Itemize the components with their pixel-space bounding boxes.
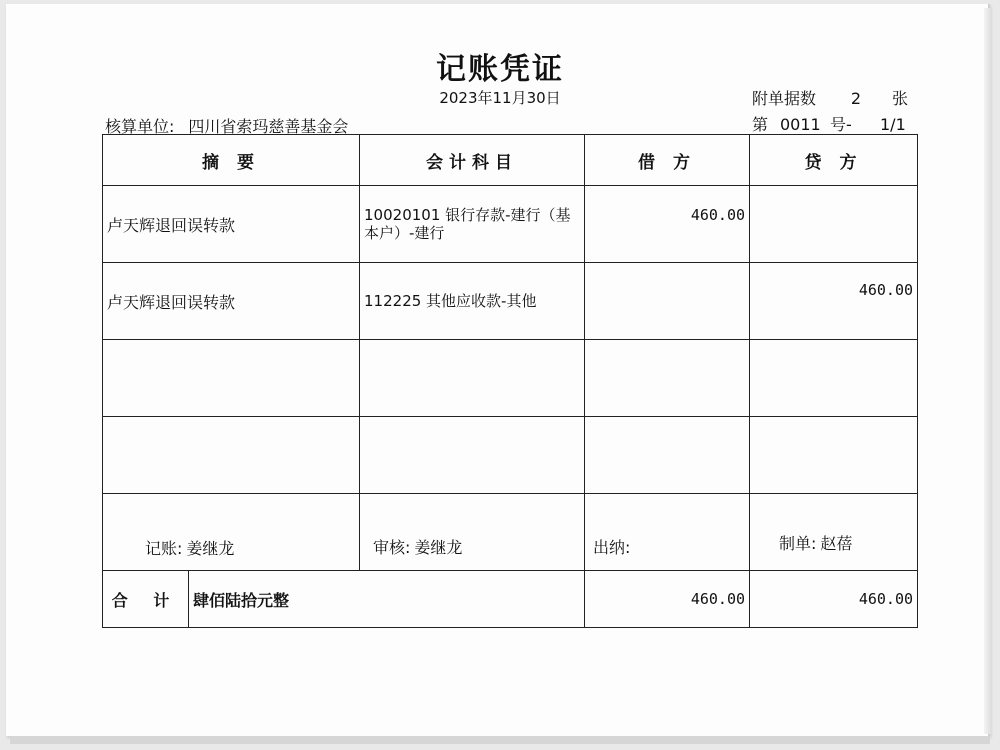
- row-debit: 460.00: [585, 186, 750, 263]
- row-credit: [750, 340, 918, 417]
- footer-preparer: [779, 531, 852, 554]
- paper-edge-right: [984, 8, 992, 734]
- cashier-label: 出纳:: [593, 538, 631, 557]
- voucher-number: [752, 112, 906, 135]
- row-account: [360, 417, 585, 494]
- row-credit: [750, 417, 918, 494]
- preparer-label: 制单:: [779, 534, 817, 553]
- total-amount-words: 肆佰陆拾元整: [189, 571, 585, 628]
- voucher-number-suffix: 号-: [830, 115, 852, 134]
- table-row: [103, 263, 918, 340]
- voucher-date: 2023年11月30日: [439, 89, 561, 107]
- row-summary: 卢天辉退回误转款: [103, 186, 360, 263]
- table-header-row: [103, 135, 918, 186]
- voucher-page: 1/1: [880, 115, 906, 134]
- paper-edge-bottom: [10, 736, 990, 744]
- footer-reviewer: [373, 535, 462, 558]
- header-summary: 摘 要: [103, 135, 360, 186]
- voucher-number-value: 0011: [780, 115, 821, 134]
- row-debit: [585, 417, 750, 494]
- header-account: 会计科目: [360, 135, 585, 186]
- voucher-number-label: 第: [752, 115, 769, 134]
- total-debit: 460.00: [585, 571, 750, 628]
- attachment-info: [752, 86, 908, 109]
- row-account: [360, 340, 585, 417]
- reviewer-name: 姜继龙: [414, 538, 463, 557]
- table-row: [103, 186, 918, 263]
- attachment-count: 2: [850, 89, 862, 108]
- header-debit: 借 方: [585, 135, 750, 186]
- row-debit: [585, 340, 750, 417]
- row-credit: [750, 186, 918, 263]
- row-account: 10020101 银行存款-建行（基本户）-建行: [360, 186, 585, 263]
- table-row: [103, 417, 918, 494]
- row-credit: 460.00: [750, 263, 918, 340]
- table-row: [103, 340, 918, 417]
- total-row: [103, 571, 918, 628]
- footer-bookkeeper: [145, 536, 234, 559]
- row-summary: [103, 417, 360, 494]
- footer-cashier: [593, 535, 634, 558]
- header-credit: 贷 方: [750, 135, 918, 186]
- row-debit: [585, 263, 750, 340]
- row-summary: 卢天辉退回误转款: [103, 263, 360, 340]
- preparer-name: 赵蓓: [820, 534, 853, 553]
- accounting-unit-name: 四川省索玛慈善基金会: [188, 117, 349, 136]
- row-account: [360, 494, 585, 571]
- voucher-title: 记账凭证: [436, 52, 564, 87]
- row-account: 112225 其他应收款-其他: [360, 263, 585, 340]
- row-debit: [585, 494, 750, 571]
- accounting-unit-label: 核算单位:: [105, 117, 175, 136]
- total-label: 合 计: [103, 571, 189, 628]
- bookkeeper-name: 姜继龙: [186, 539, 235, 558]
- attachment-unit: 张: [891, 89, 908, 108]
- reviewer-label: 审核:: [373, 538, 411, 557]
- row-summary: [103, 340, 360, 417]
- total-credit: 460.00: [750, 571, 918, 628]
- bookkeeper-label: 记账:: [145, 539, 183, 558]
- attachment-label: 附单据数: [752, 89, 817, 108]
